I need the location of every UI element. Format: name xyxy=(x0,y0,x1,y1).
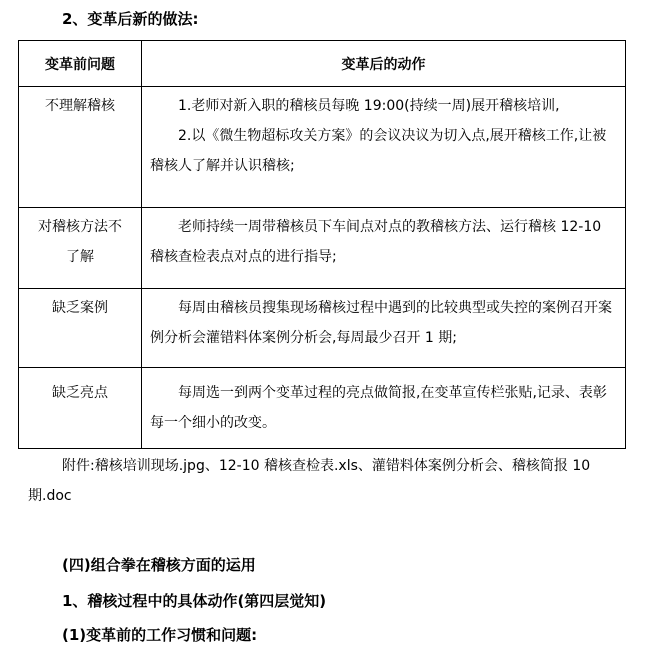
subheading-section-four: (四)组合拳在稽核方面的运用 xyxy=(62,556,256,574)
table-row xyxy=(19,87,626,208)
section-heading: 2、变革后新的做法: xyxy=(62,10,199,28)
action-cell xyxy=(142,208,626,289)
action-cell xyxy=(142,87,626,208)
subheading-before-change: (1)变革前的工作习惯和问题: xyxy=(62,626,258,644)
table-row xyxy=(19,289,626,368)
problem-text: 缺乏亮点 xyxy=(52,385,108,401)
subheading-audit-actions: 1、稽核过程中的具体动作(第四层觉知) xyxy=(62,592,327,610)
problem-cell xyxy=(19,289,142,368)
table-header-row xyxy=(19,41,626,87)
attachment-note: 附件:稽核培训现场.jpg、12-10 稽核查检表.xls、灌错料体案例分析会、稽核简报 10 期.doc xyxy=(28,458,591,504)
problem-cell xyxy=(19,368,142,449)
problem-cell xyxy=(19,87,142,208)
action-cell xyxy=(142,368,626,449)
action-text: 每周选一到两个变革过程的亮点做简报,在变革宣传栏张贴,记录、表彰每一个细小的改变。 xyxy=(150,385,607,431)
problem-text: 缺乏案例 xyxy=(52,300,108,316)
action-cell xyxy=(142,289,626,368)
action-text: 每周由稽核员搜集现场稽核过程中遇到的比较典型或失控的案例召开案例分析会灌错料体案例分析会,每周最少召开 1 期; xyxy=(150,300,612,346)
action-text: 2.以《微生物超标攻关方案》的会议决议为切入点,展开稽核工作,让被稽核人了解并认识稽核; xyxy=(150,128,607,174)
action-text: 1.老师对新入职的稽核员每晚 19:00(持续一周)展开稽核培训, xyxy=(178,98,560,114)
table-row xyxy=(19,208,626,289)
problem-text: 不理解稽核 xyxy=(45,98,115,114)
column-header-action: 变革后的动作 xyxy=(142,41,626,87)
column-header-problem: 变革前问题 xyxy=(19,41,142,87)
changes-table xyxy=(18,40,626,449)
action-text: 老师持续一周带稽核员下车间点对点的教稽核方法、运行稽核 12-10 稽核查检表点对点的进行指导; xyxy=(150,219,602,265)
table-row xyxy=(19,368,626,449)
problem-text: 对稽核方法不了解 xyxy=(38,219,122,265)
problem-cell xyxy=(19,208,142,289)
